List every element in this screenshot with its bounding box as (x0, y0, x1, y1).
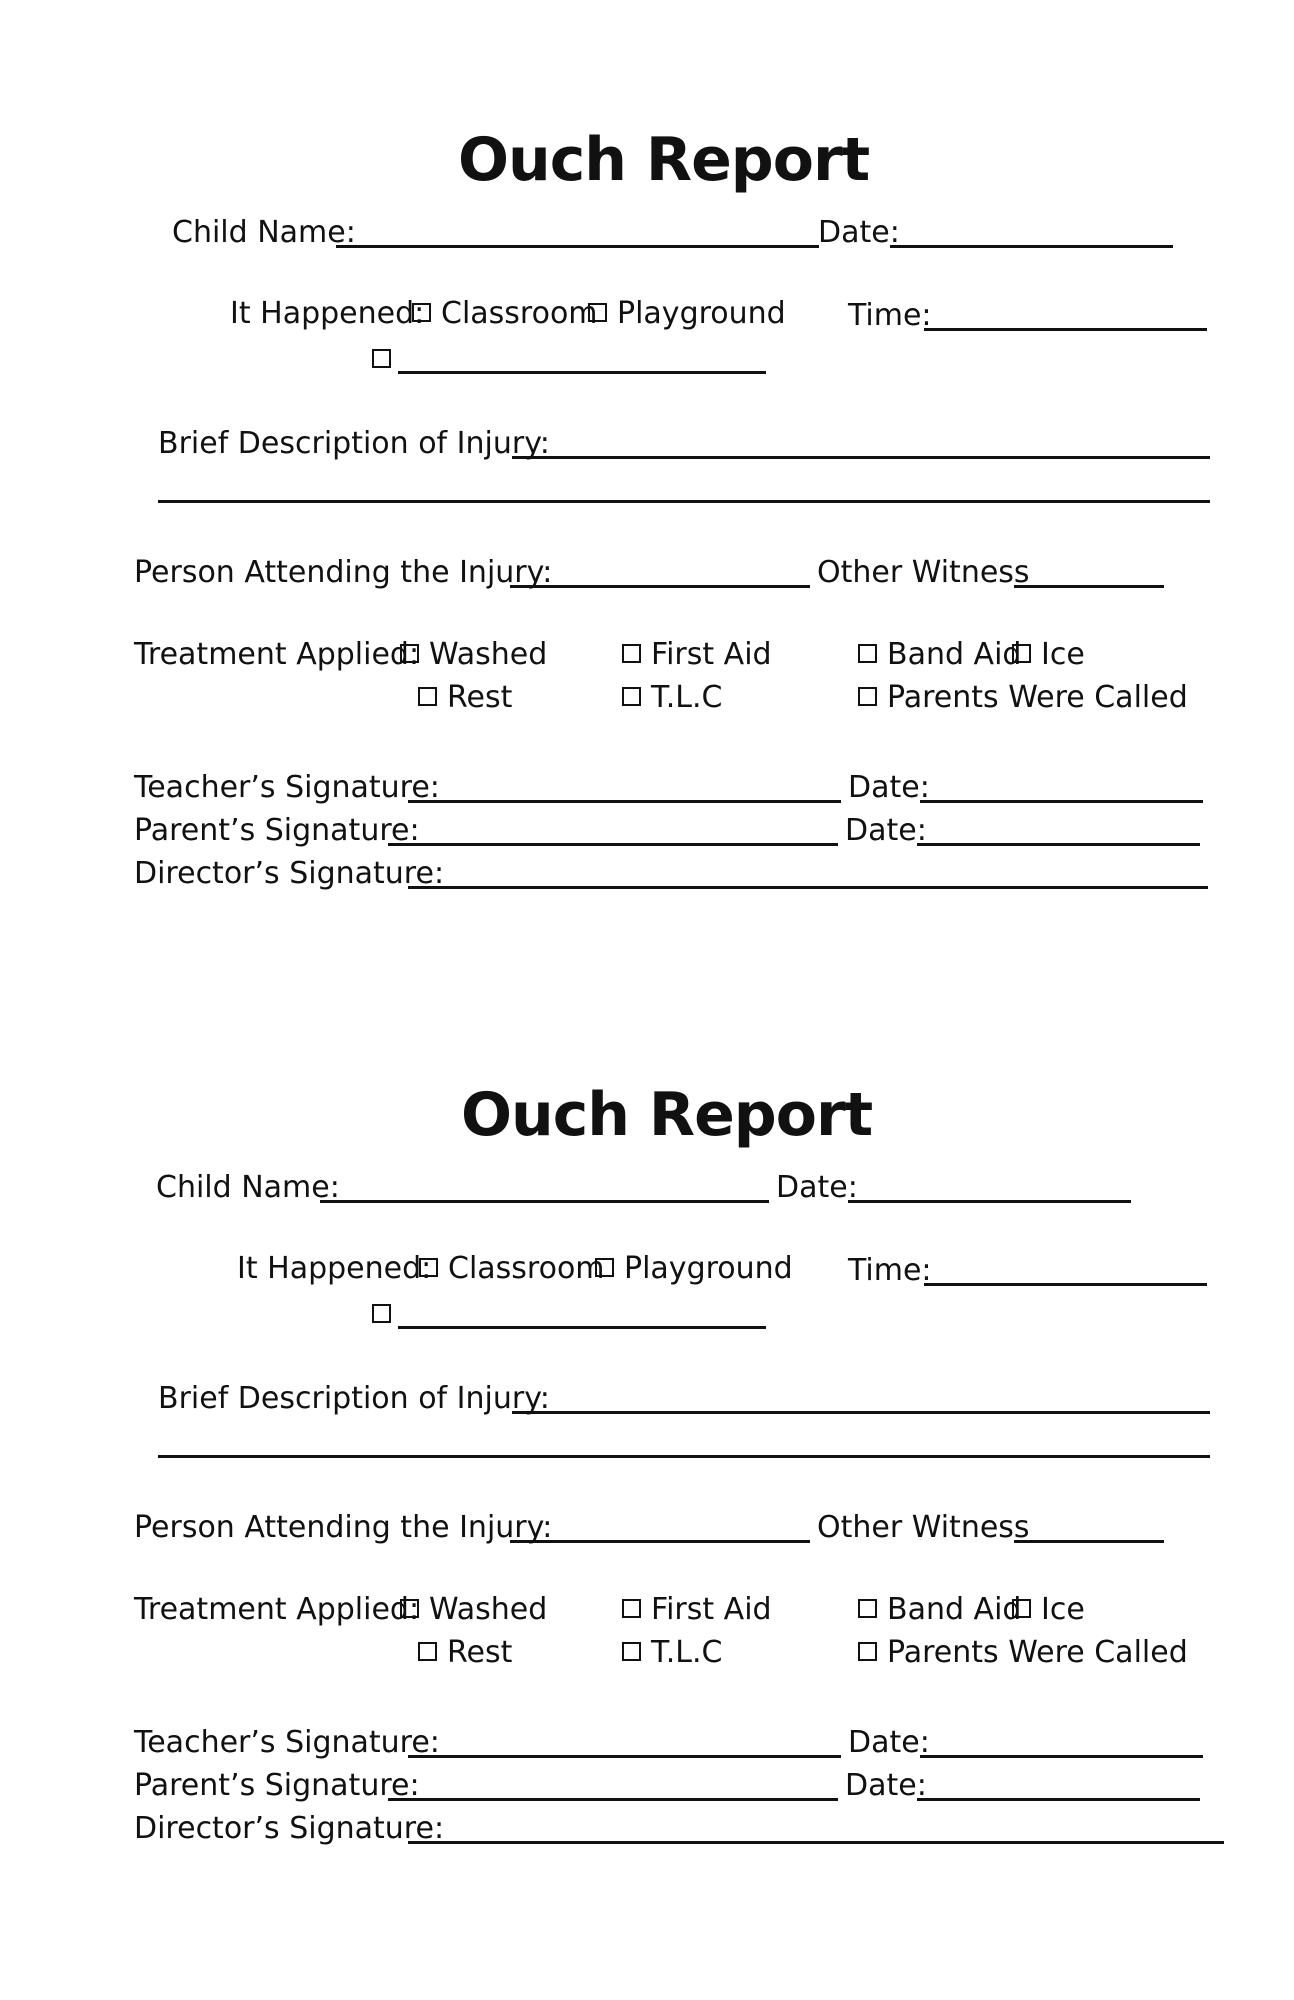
other-witness-field[interactable] (1014, 585, 1164, 588)
tlc-checkbox[interactable] (622, 1642, 641, 1661)
playground-option[interactable] (588, 296, 786, 332)
band-aid-label: Band Aid (887, 637, 1022, 672)
playground-label: Playground (617, 296, 786, 331)
band-aid-label: Band Aid (887, 1592, 1022, 1627)
treatment-label: Treatment Applied: (134, 637, 420, 672)
tlc-option[interactable] (622, 680, 723, 716)
description-label: Brief Description of Injury: (158, 1381, 550, 1416)
playground-checkbox[interactable] (595, 1258, 614, 1277)
ice-checkbox[interactable] (1012, 1599, 1031, 1618)
classroom-label: Classroom (448, 1251, 605, 1286)
rest-label: Rest (447, 1635, 513, 1670)
teacher-signature-label: Teacher’s Signature: (134, 770, 440, 805)
playground-option[interactable] (595, 1251, 793, 1287)
parent-date-label: Date: (845, 1768, 927, 1803)
first-aid-label: First Aid (651, 637, 772, 672)
parent-signature-field[interactable] (388, 1798, 838, 1801)
teacher-signature-field[interactable] (408, 1755, 841, 1758)
time-field[interactable] (924, 1283, 1207, 1286)
child-name-label: Child Name: (156, 1170, 340, 1205)
director-signature-field[interactable] (408, 1841, 1224, 1844)
date-label: Date: (818, 215, 900, 250)
tlc-label: T.L.C (651, 1635, 723, 1670)
washed-option[interactable] (400, 1592, 547, 1628)
teacher-date-field[interactable] (920, 1755, 1203, 1758)
parent-signature-label: Parent’s Signature: (134, 813, 420, 848)
washed-checkbox[interactable] (400, 644, 419, 663)
other-location-checkbox[interactable] (372, 1304, 391, 1323)
date-field[interactable] (890, 245, 1173, 248)
teacher-signature-label: Teacher’s Signature: (134, 1725, 440, 1760)
child-name-label: Child Name: (172, 215, 356, 250)
parent-signature-field[interactable] (388, 843, 838, 846)
first-aid-checkbox[interactable] (622, 644, 641, 663)
it-happened-label: It Happened: (237, 1251, 432, 1286)
ice-option[interactable] (1012, 637, 1085, 673)
other-witness-field[interactable] (1014, 1540, 1164, 1543)
rest-checkbox[interactable] (418, 687, 437, 706)
classroom-option[interactable] (419, 1251, 605, 1287)
first-aid-option[interactable] (622, 637, 772, 673)
other-location-option[interactable] (372, 342, 401, 378)
time-label: Time: (848, 1253, 932, 1288)
parents-called-label: Parents Were Called (887, 680, 1188, 715)
other-location-field[interactable] (398, 1326, 766, 1329)
director-signature-label: Director’s Signature: (134, 1811, 445, 1846)
date-label: Date: (776, 1170, 858, 1205)
teacher-signature-field[interactable] (408, 800, 841, 803)
director-signature-field[interactable] (408, 886, 1208, 889)
other-location-option[interactable] (372, 1297, 401, 1333)
director-signature-label: Director’s Signature: (134, 856, 445, 891)
first-aid-label: First Aid (651, 1592, 772, 1627)
parents-called-checkbox[interactable] (858, 687, 877, 706)
parent-date-label: Date: (845, 813, 927, 848)
teacher-date-field[interactable] (920, 800, 1203, 803)
parents-called-option[interactable] (858, 680, 1188, 716)
first-aid-checkbox[interactable] (622, 1599, 641, 1618)
first-aid-option[interactable] (622, 1592, 772, 1628)
parent-date-field[interactable] (917, 843, 1200, 846)
parent-date-field[interactable] (917, 1798, 1200, 1801)
description-field-line-1[interactable] (512, 456, 1210, 459)
person-attending-label: Person Attending the Injury: (134, 1510, 553, 1545)
parents-called-checkbox[interactable] (858, 1642, 877, 1661)
washed-label: Washed (429, 1592, 548, 1627)
washed-checkbox[interactable] (400, 1599, 419, 1618)
classroom-option[interactable] (412, 296, 598, 332)
classroom-checkbox[interactable] (412, 303, 431, 322)
parent-signature-label: Parent’s Signature: (134, 1768, 420, 1803)
washed-label: Washed (429, 637, 548, 672)
time-label: Time: (848, 298, 932, 333)
ice-option[interactable] (1012, 1592, 1085, 1628)
other-location-checkbox[interactable] (372, 349, 391, 368)
treatment-label: Treatment Applied: (134, 1592, 420, 1627)
form-title: Ouch Report (458, 125, 870, 195)
ouch-report-form-2 (0, 955, 1294, 1915)
band-aid-option[interactable] (858, 637, 1021, 673)
other-witness-label: Other Witness (817, 555, 1030, 590)
person-attending-field[interactable] (510, 585, 810, 588)
parents-called-label: Parents Were Called (887, 1635, 1188, 1670)
it-happened-label: It Happened: (230, 296, 425, 331)
playground-checkbox[interactable] (588, 303, 607, 322)
tlc-checkbox[interactable] (622, 687, 641, 706)
rest-option[interactable] (418, 680, 512, 716)
child-name-field[interactable] (336, 245, 819, 248)
tlc-option[interactable] (622, 1635, 723, 1671)
description-field-line-1[interactable] (512, 1411, 1210, 1414)
ouch-report-form-1 (0, 0, 1294, 960)
other-location-field[interactable] (398, 371, 766, 374)
rest-checkbox[interactable] (418, 1642, 437, 1661)
description-field-line-2[interactable] (158, 1455, 1210, 1458)
band-aid-option[interactable] (858, 1592, 1021, 1628)
teacher-date-label: Date: (848, 770, 930, 805)
washed-option[interactable] (400, 637, 547, 673)
teacher-date-label: Date: (848, 1725, 930, 1760)
ice-label: Ice (1041, 1592, 1085, 1627)
form-title: Ouch Report (461, 1080, 873, 1150)
date-field[interactable] (848, 1200, 1131, 1203)
parents-called-option[interactable] (858, 1635, 1188, 1671)
tlc-label: T.L.C (651, 680, 723, 715)
classroom-label: Classroom (441, 296, 598, 331)
playground-label: Playground (624, 1251, 793, 1286)
ice-checkbox[interactable] (1012, 644, 1031, 663)
other-witness-label: Other Witness (817, 1510, 1030, 1545)
classroom-checkbox[interactable] (419, 1258, 438, 1277)
description-field-line-2[interactable] (158, 500, 1210, 503)
band-aid-checkbox[interactable] (858, 1599, 877, 1618)
person-attending-label: Person Attending the Injury: (134, 555, 553, 590)
time-field[interactable] (924, 328, 1207, 331)
band-aid-checkbox[interactable] (858, 644, 877, 663)
child-name-field[interactable] (320, 1200, 769, 1203)
rest-option[interactable] (418, 1635, 512, 1671)
rest-label: Rest (447, 680, 513, 715)
description-label: Brief Description of Injury: (158, 426, 550, 461)
ice-label: Ice (1041, 637, 1085, 672)
person-attending-field[interactable] (510, 1540, 810, 1543)
